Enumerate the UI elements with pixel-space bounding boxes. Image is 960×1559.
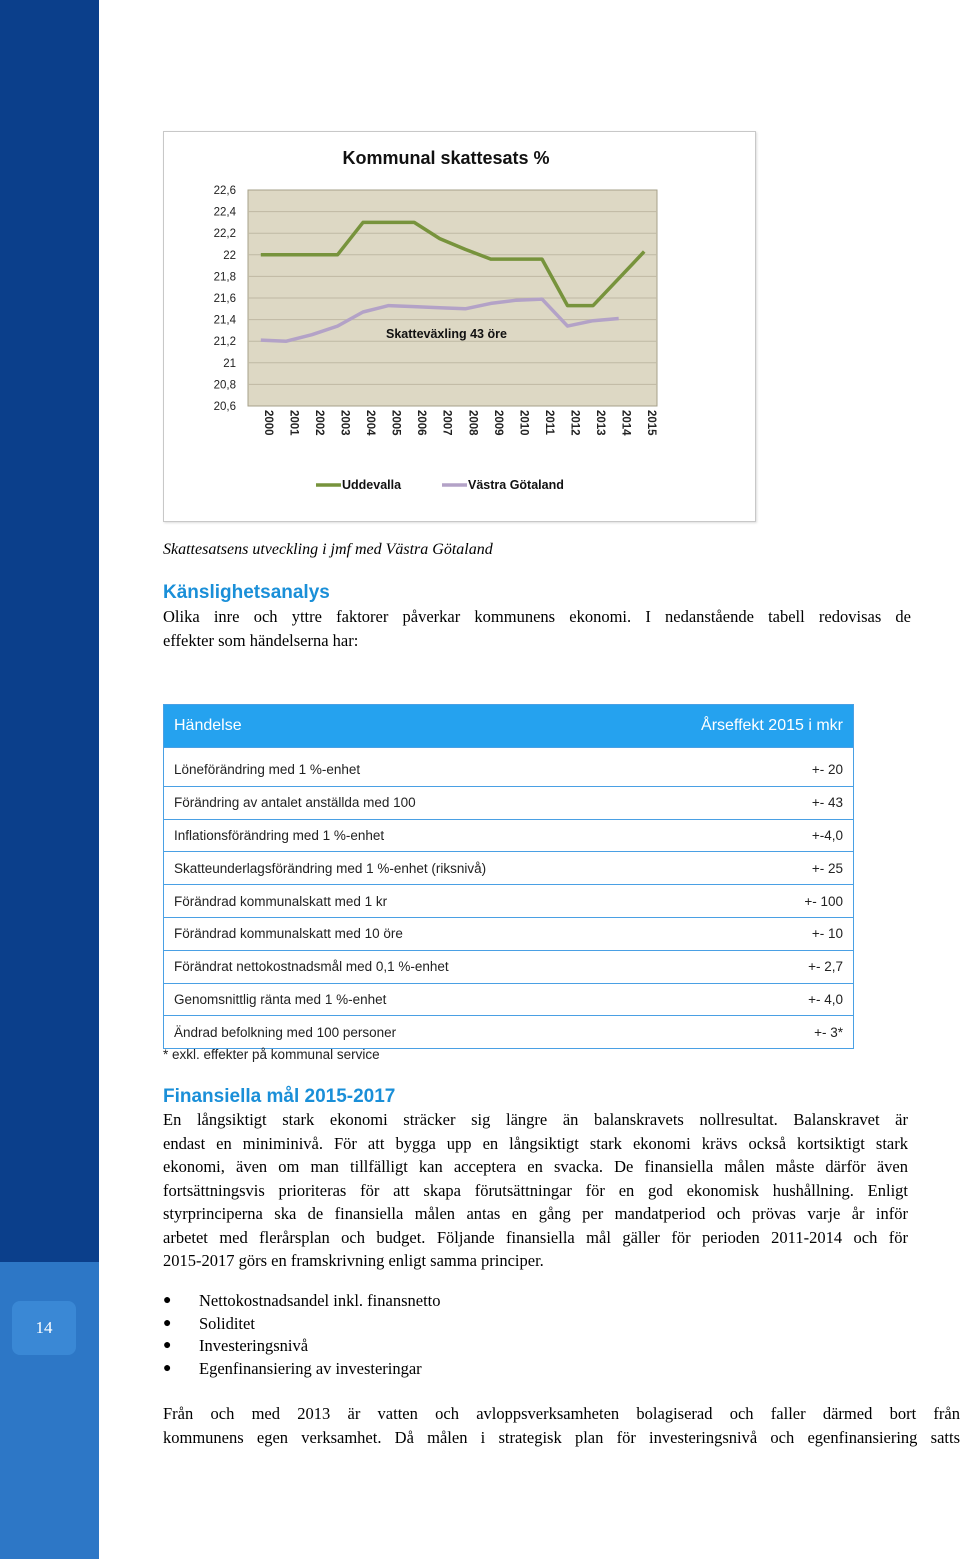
tax-rate-chart	[163, 131, 756, 522]
row-event: Förändring av antalet anställda med 100	[174, 795, 416, 811]
col-header-effect: Årseffekt 2015 i mkr	[701, 717, 843, 734]
sensitivity-table	[163, 704, 854, 1049]
x-tick-label: 2005	[389, 410, 402, 436]
y-tick-label: 21	[223, 357, 236, 370]
row-event: Inflationsförändring med 1 %-enhet	[174, 827, 385, 843]
list-item	[163, 1358, 441, 1381]
row-event: Genomsnittlig ränta med 1 %-enhet	[174, 991, 387, 1007]
x-tick-label: 2006	[415, 410, 428, 436]
y-tick-label: 21,2	[213, 336, 236, 349]
chart-annotation: Skatteväxling 43 öre	[386, 327, 507, 341]
x-tick-label: 2010	[517, 410, 530, 436]
bullet-icon: ●	[163, 1360, 172, 1376]
financial-line: ekonomi, även om man tillfälligt kan acceptera en svacka. De finansiella målen måste därför även	[163, 1157, 908, 1176]
sensitivity-line-1: Olika inre och yttre faktorer påverkar kommunens ekonomi. I nedanstående tabell redovisas de	[163, 607, 911, 626]
x-tick-label: 2012	[568, 410, 581, 436]
bullet-icon: ●	[163, 1338, 172, 1354]
list-item	[163, 1290, 441, 1313]
row-event: Skatteunderlagsförändring med 1 %-enhet (riksnivå)	[174, 860, 487, 876]
chart-canvas	[164, 132, 755, 521]
x-tick-label: 2013	[594, 410, 607, 436]
row-effect: +- 20	[811, 762, 843, 778]
row-effect: +- 100	[804, 893, 843, 909]
financial-line: En långsiktigt stark ekonomi sträcker sig längre än balanskravets nollresultat. Balanskravet är	[163, 1110, 908, 1129]
sensitivity-heading: Känslighetsanalys	[163, 582, 330, 603]
chart-title: Kommunal skattesats %	[342, 148, 550, 168]
financial-line: 2015-2017 görs en framskrivning enligt samma principer.	[163, 1251, 544, 1270]
row-effect: +- 4,0	[808, 991, 843, 1007]
page-number: 14	[12, 1301, 76, 1355]
y-tick-label: 22	[223, 249, 236, 262]
table-row	[164, 754, 853, 786]
table-body	[164, 754, 853, 1048]
legend-label: Uddevalla	[342, 478, 402, 492]
chart-caption: Skattesatsens utveckling i jmf med Västra Götaland	[163, 541, 493, 558]
list-item	[163, 1335, 441, 1358]
closing-line: kommunens egen verksamhet. Då målen i strategisk plan för investeringsnivå och egenfinansiering satts	[163, 1428, 960, 1447]
x-tick-label: 2002	[312, 410, 325, 436]
x-tick-label: 2003	[338, 410, 351, 436]
table-row	[164, 1015, 853, 1048]
y-tick-label: 21,4	[213, 314, 236, 327]
x-tick-label: 2001	[287, 410, 300, 436]
row-event: Förändrad kommunalskatt med 10 öre	[174, 926, 403, 942]
row-effect: +- 2,7	[808, 959, 843, 975]
y-tick-label: 21,8	[213, 271, 236, 284]
row-effect: +- 25	[811, 860, 843, 876]
table-row	[164, 786, 853, 819]
row-event: Förändrad kommunalskatt med 1 kr	[174, 893, 388, 909]
x-tick-label: 2014	[619, 410, 632, 436]
table-header	[164, 705, 853, 748]
list-item-text: Soliditet	[199, 1313, 255, 1333]
bullet-icon: ●	[163, 1315, 172, 1331]
x-tick-label: 2007	[440, 410, 453, 436]
x-tick-label: 2015	[645, 410, 658, 436]
table-row	[164, 819, 853, 852]
legend-label: Västra Götaland	[468, 478, 564, 492]
row-effect: +-4,0	[811, 827, 843, 843]
y-tick-label: 22,2	[213, 228, 236, 241]
table-row	[164, 917, 853, 950]
table-row	[164, 851, 853, 884]
x-tick-label: 2000	[261, 410, 274, 436]
row-event: Förändrat nettokostnadsmål med 0,1 %-enhet	[174, 959, 449, 975]
bullet-icon: ●	[163, 1293, 172, 1309]
y-tick-label: 22,6	[213, 185, 236, 197]
y-tick-label: 20,6	[213, 401, 236, 413]
row-event: Löneförändring med 1 %-enhet	[174, 762, 361, 778]
financial-goals-list	[163, 1290, 441, 1380]
x-tick-label: 2008	[466, 410, 479, 436]
financial-line: endast en miniminivå. För att bygga upp en långsiktigt stark ekonomi krävs också kortsiktigt stark	[163, 1133, 908, 1153]
sensitivity-line-2: effekter som händelserna har:	[163, 631, 359, 650]
row-effect: +- 3*	[814, 1024, 843, 1040]
financial-line: styrprinciperna ska de finansiella målen antas en gång per mandatperiod och prövas varje år inför	[163, 1204, 908, 1223]
list-item-text: Egenfinansiering av investeringar	[199, 1358, 422, 1378]
closing-line: Från och med 2013 är vatten och avloppsverksamheten bolagiserad och faller därmed bort från	[163, 1404, 960, 1423]
row-event: Ändrad befolkning med 100 personer	[174, 1024, 397, 1040]
y-tick-label: 22,4	[213, 206, 236, 219]
row-effect: +- 10	[811, 926, 843, 942]
x-tick-label: 2011	[542, 410, 555, 435]
y-tick-label: 21,6	[213, 293, 236, 305]
x-tick-label: 2004	[364, 410, 377, 436]
list-item-text: Nettokostnadsandel inkl. finansnetto	[199, 1291, 441, 1311]
col-header-event: Händelse	[174, 717, 242, 734]
financial-heading: Finansiella mål 2015-2017	[163, 1086, 396, 1107]
y-tick-label: 20,8	[213, 379, 236, 392]
table-row	[164, 950, 853, 983]
list-item-text: Investeringsnivå	[199, 1336, 309, 1356]
list-item	[163, 1313, 441, 1336]
row-effect: +- 43	[811, 795, 843, 811]
table-footnote: * exkl. effekter på kommunal service	[163, 1047, 380, 1062]
table-row	[164, 983, 853, 1016]
financial-line: arbetet med flerårsplan och budget. Följande finansiella mål gäller för perioden 2011-2014 och för	[163, 1227, 908, 1247]
x-tick-label: 2009	[491, 410, 504, 436]
financial-line: fortsättningsvis prioriteras för att skapa förutsättningar för en god ekonomisk hushållning. Enligt	[163, 1180, 908, 1200]
table-row	[164, 884, 853, 917]
